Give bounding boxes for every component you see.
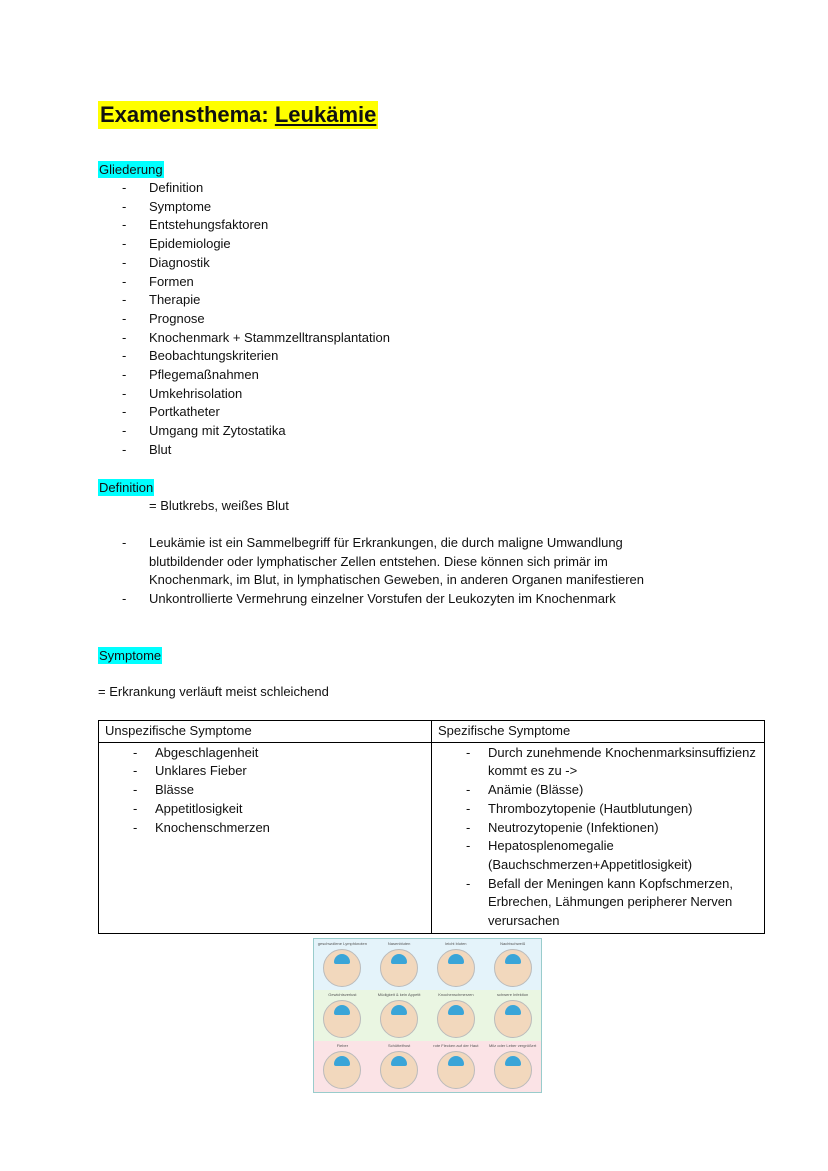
outline-item: - Blut: [122, 441, 390, 460]
symptom-item: - Hepatosplenomegalie (Bauchschmerzen+Appetitlosigkeit): [438, 837, 758, 874]
outline-item: - Diagnostik: [122, 254, 390, 273]
illustration-label: Gewichtsverlust: [328, 992, 357, 997]
person-icon: [380, 1051, 418, 1089]
illustration-tile: [371, 1041, 428, 1092]
unspecific-list: [105, 744, 425, 838]
illustration-label: Nachtschweiß: [500, 941, 526, 946]
symptom-item: - Unklares Fieber: [105, 762, 425, 781]
person-icon: [380, 949, 418, 987]
symptoms-heading: Symptome: [99, 648, 162, 663]
illustration-tile: [484, 939, 541, 990]
illustration-tile: [428, 990, 485, 1041]
outline-item: - Pflegemaßnahmen: [122, 366, 390, 385]
illustration-tile: [314, 1041, 371, 1092]
illustration-tile: [371, 939, 428, 990]
illustration-label: rote Flecken auf der Haut: [433, 1043, 479, 1048]
symptom-item: - Appetitlosigkeit: [105, 800, 425, 819]
outline-item: - Portkatheter: [122, 403, 390, 422]
person-icon: [380, 1000, 418, 1038]
definition-intro: = Blutkrebs, weißes Blut: [149, 498, 289, 513]
definition-heading: Definition: [99, 480, 154, 495]
outline-item: - Epidemiologie: [122, 235, 390, 254]
outline-item: - Formen: [122, 273, 390, 292]
symptom-item: - Abgeschlagenheit: [105, 744, 425, 763]
symptom-item: - Thrombozytopenie (Hautblutungen): [438, 800, 758, 819]
outline-item: - Symptome: [122, 198, 390, 217]
outline-item: - Knochenmark + Stammzelltransplantation: [122, 329, 390, 348]
person-icon: [437, 949, 475, 987]
illustration-tile: [484, 990, 541, 1041]
symptom-item: - Befall der Meningen kann Kopfschmerzen, Erbrechen, Lähmungen peripherer Nerven verursachen: [438, 875, 758, 931]
person-icon: [323, 949, 361, 987]
outline-item: - Prognose: [122, 310, 390, 329]
symptom-item: - Knochenschmerzen: [105, 819, 425, 838]
illustration-tile: [428, 939, 485, 990]
list-item: - Leukämie ist ein Sammelbegriff für Erkrankungen, die durch maligne Umwandlung blutbildender oder lymphatischer Zellen entstehen. Diese können sich primär im Knochenmark, im Blut, in lymphatischen Geweben, in anderen Organen manifestieren: [122, 534, 682, 590]
list-item: - Unkontrollierte Vermehrung einzelner Vorstufen der Leukozyten im Knochenmark: [122, 590, 682, 609]
illustration-label: Nasenbluten: [387, 941, 411, 946]
outline-item: - Umkehrisolation: [122, 385, 390, 404]
outline-heading: Gliederung: [99, 162, 163, 177]
outline-item: - Therapie: [122, 291, 390, 310]
illustration-tile: [314, 939, 371, 990]
outline-item: - Beobachtungskriterien: [122, 347, 390, 366]
illustration-tile: [484, 1041, 541, 1092]
illustration-label: leicht bluten: [445, 941, 467, 946]
symptoms-intro: = Erkrankung verläuft meist schleichend: [98, 684, 329, 699]
illustration-label: Schüttelfrost: [388, 1043, 411, 1048]
symptom-item: - Blässe: [105, 781, 425, 800]
illustration-tile: [314, 990, 371, 1041]
illustration-label: Milz oder Leber vergrößert: [489, 1043, 537, 1048]
illustration-tile: [371, 990, 428, 1041]
col2-header: Spezifische Symptome: [432, 721, 765, 743]
illustration-label: Fieber: [336, 1043, 349, 1048]
specific-list: [438, 744, 758, 931]
outline-item: - Definition: [122, 179, 390, 198]
col1-header: Unspezifische Symptome: [99, 721, 432, 743]
symptom-item: - Durch zunehmende Knochenmarksinsuffizienz kommt es zu ->: [438, 744, 758, 781]
illustration-label: Müdigkeit & kein Appetit: [377, 992, 421, 997]
person-icon: [323, 1051, 361, 1089]
illustration-label: Knochenschmerzen: [438, 992, 474, 997]
person-icon: [437, 1000, 475, 1038]
symptoms-illustration: [313, 938, 542, 1093]
illustration-label: schwere Infektion: [497, 992, 529, 997]
person-icon: [494, 1000, 532, 1038]
outline-item: - Umgang mit Zytostatika: [122, 422, 390, 441]
outline-list: [122, 179, 390, 460]
definition-list: [122, 534, 682, 609]
person-icon: [494, 949, 532, 987]
outline-item: - Entstehungsfaktoren: [122, 216, 390, 235]
illustration-tile: [428, 1041, 485, 1092]
symptom-item: - Neutrozytopenie (Infektionen): [438, 819, 758, 838]
page-title: Examensthema: Leukämie: [100, 102, 377, 127]
person-icon: [437, 1051, 475, 1089]
person-icon: [323, 1000, 361, 1038]
illustration-label: geschwollene Lymphknoten: [317, 941, 367, 946]
person-icon: [494, 1051, 532, 1089]
symptom-item: - Anämie (Blässe): [438, 781, 758, 800]
symptoms-table: [98, 720, 765, 934]
